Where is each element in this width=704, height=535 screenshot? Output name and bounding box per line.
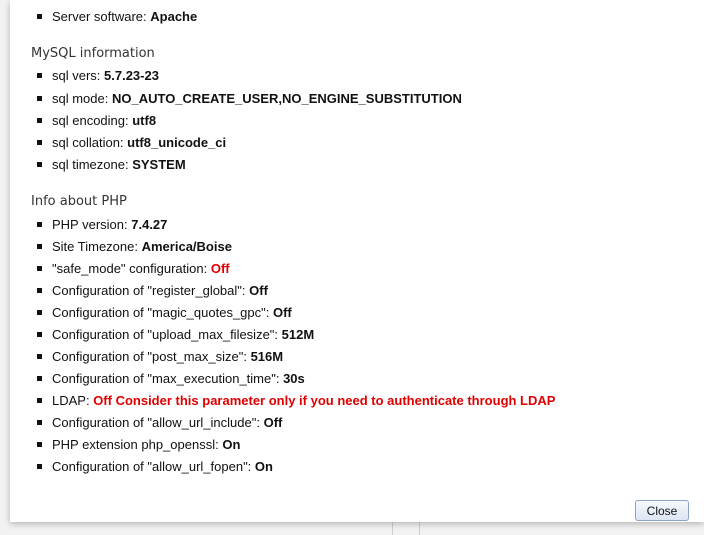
list-item-allow-url-fopen — [37, 459, 273, 475]
item-value: On — [254, 459, 273, 474]
list-item-sql-timezone — [37, 157, 186, 173]
item-label: sql timezone: — [52, 157, 133, 172]
item-value: utf8 — [132, 113, 157, 128]
system-info-dialog — [10, 0, 704, 522]
item-label: Configuration of "allow_url_include": — [52, 415, 264, 430]
item-label: sql encoding: — [52, 113, 133, 128]
item-value: Off — [249, 283, 268, 298]
item-value: Off — [272, 305, 292, 320]
item-label: PHP extension php_openssl: — [52, 437, 223, 452]
item-value: Apache — [150, 9, 198, 24]
list-item-server-software — [37, 9, 197, 25]
item-label: PHP version: — [52, 217, 132, 232]
backdrop-divider-right — [419, 522, 420, 535]
list-item-magic-quotes-gpc — [37, 305, 292, 321]
item-label: Configuration of "upload_max_filesize": — [52, 327, 282, 342]
bullet-icon — [37, 118, 42, 123]
item-label: "safe_mode" configuration: — [52, 261, 211, 276]
list-item-site-timezone — [37, 239, 232, 255]
item-value: 516M — [250, 349, 284, 364]
item-label: Configuration of "allow_url_fopen": — [52, 459, 255, 474]
list-item-sql-collation — [37, 135, 226, 151]
list-item-ldap — [37, 393, 555, 409]
list-item-sql-encoding — [37, 113, 156, 129]
item-label: Site Timezone: — [52, 239, 142, 254]
item-label: Configuration of "magic_quotes_gpc": — [52, 305, 273, 320]
bullet-icon — [37, 266, 42, 271]
item-label: Configuration of "post_max_size": — [52, 349, 251, 364]
bullet-icon — [37, 96, 42, 101]
item-label: sql vers: — [52, 68, 105, 83]
bullet-icon — [37, 398, 42, 403]
item-label: LDAP: — [52, 393, 94, 408]
bullet-icon — [37, 464, 42, 469]
item-value-alert: Off — [210, 261, 230, 276]
list-item-register-global — [37, 283, 268, 299]
item-value-alert: Off Consider this parameter only if you need to authenticate through LDAP — [93, 393, 556, 408]
bullet-icon — [37, 288, 42, 293]
list-item-upload-max-filesize — [37, 327, 314, 343]
bullet-icon — [37, 310, 42, 315]
list-item-allow-url-include — [37, 415, 282, 431]
bullet-icon — [37, 354, 42, 359]
item-value: 5.7.23-23 — [104, 68, 159, 83]
item-value: America/Boise — [141, 239, 232, 254]
item-label: sql collation: — [52, 135, 128, 150]
item-label: Configuration of "register_global": — [52, 283, 250, 298]
bullet-icon — [37, 162, 42, 167]
list-item-max-execution-time — [37, 371, 305, 387]
list-item-post-max-size — [37, 349, 283, 365]
bullet-icon — [37, 73, 42, 78]
bullet-icon — [37, 332, 42, 337]
item-value: Off — [263, 415, 283, 430]
backdrop-divider-left — [392, 522, 393, 535]
list-item-php-version — [37, 217, 167, 233]
item-label: Server software: — [52, 9, 151, 24]
item-value: 30s — [283, 371, 305, 386]
item-value: 512M — [281, 327, 315, 342]
item-label: sql mode: — [52, 91, 112, 106]
bullet-icon — [37, 376, 42, 381]
close-button[interactable]: Close — [635, 500, 689, 521]
item-value: 7.4.27 — [131, 217, 168, 232]
list-item-php-openssl — [37, 437, 240, 453]
bullet-icon — [37, 14, 42, 19]
bullet-icon — [37, 244, 42, 249]
list-item-sql-vers — [37, 68, 159, 84]
item-value: utf8_unicode_ci — [127, 135, 227, 150]
bullet-icon — [37, 420, 42, 425]
item-value: On — [222, 437, 241, 452]
item-value: NO_AUTO_CREATE_USER,NO_ENGINE_SUBSTITUTION — [111, 91, 462, 106]
bullet-icon — [37, 442, 42, 447]
list-item-sql-mode — [37, 91, 462, 107]
bullet-icon — [37, 140, 42, 145]
list-item-safe-mode — [37, 261, 230, 277]
item-label: Configuration of "max_execution_time": — [52, 371, 284, 386]
php-section-title: Info about PHP — [31, 194, 127, 209]
bullet-icon — [37, 222, 42, 227]
mysql-section-title: MySQL information — [31, 46, 155, 61]
item-value: SYSTEM — [132, 157, 186, 172]
